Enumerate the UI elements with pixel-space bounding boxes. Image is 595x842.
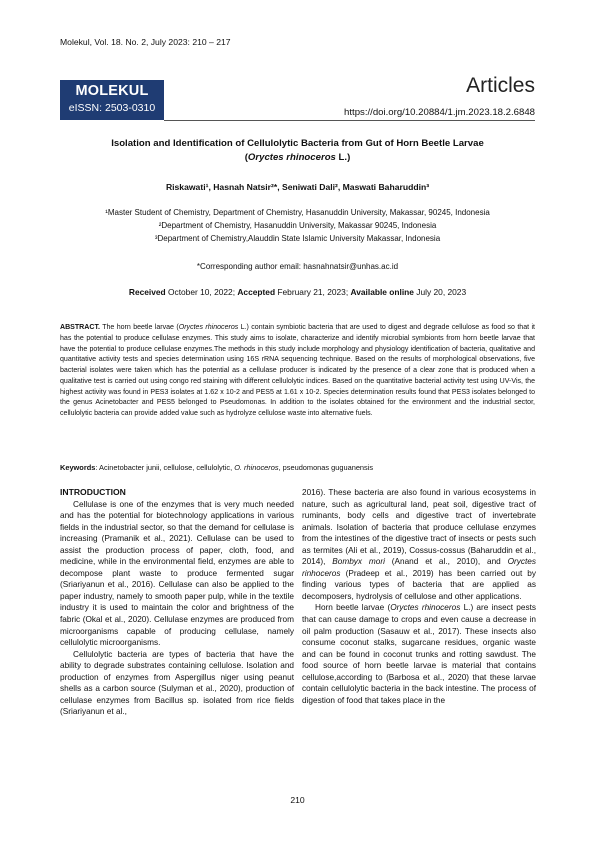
body-column-left: [60, 487, 294, 718]
header-divider: [164, 120, 535, 121]
received-date: October 10, 2022;: [165, 287, 238, 297]
body-paragraph: [302, 602, 536, 706]
keywords-text-1: : Acinetobacter junii, cellulose, cellulolytic,: [95, 463, 235, 472]
received-label: Received: [128, 287, 166, 297]
body-text: (Pradeep et al., 2019) has been carried out by finding various types of bacteria that are applied as decomposers, hydrolysis of cellulose and other applications.: [302, 568, 536, 601]
body-paragraph: [302, 487, 536, 602]
accepted-date: February 21, 2023;: [275, 287, 351, 297]
keywords-text-2: , pseudomonas guguanensis: [278, 463, 374, 472]
body-text: Horn beetle larvae (: [315, 603, 391, 613]
journal-name: MOLEKUL: [75, 83, 149, 99]
keywords-label: Keywords: [60, 463, 96, 472]
abstract-text-2: L.) contain symbiotic bacteria that are used to digest and degrade cellulose as food so that it has the potential to produce cellulase enzymes. This study aims to isolate, characterize and identify microbial symbionts from horn beetle larvae that have the potential to produce cellulase enzymes.The methods in this study include morphology and physiology identification of bacteria, qualitative and quantitative activity tests and species determination using 16S rRNA sequencing technique. Based on the results of morphological observations, five bacterial isolates were taken which has the potential as a cellulase producer is indicated by the presence of a clear zone that is produced when a qualitative test is carried out using congo red staining with different cellulolytic indices. Based on the quantitative bacterial activity test using UV-Vis, the highest activity was found in PES3 isolates at 1.62 x 10-2 and PES5 at 1.61 x 10-2. Species determination results found that PES3 isolates belonged to the genus Acinetobacter and PES5 belonged to Pseudomonas. In addition to the isolates obtained for the environment and the industrial sector, cellulolytic bacteria can provide added value such as hydrolyze cellulose waste into alternative fuels.: [60, 324, 535, 417]
article-title: [70, 137, 525, 165]
body-text: (Anand et al., 2010), and: [384, 557, 508, 567]
corresponding-email: *Corresponding author email: hasnahnatsir@unhas.ac.id: [196, 262, 399, 271]
journal-issn: eISSN: 2503-0310: [68, 102, 156, 114]
keywords-species: O. rhinoceros: [234, 463, 279, 472]
accepted-label: Accepted: [237, 287, 276, 297]
affiliation-2: ²Department of Chemistry, Hasanuddin University, Makassar 90245, Indonesia: [158, 221, 437, 230]
body-paragraph: Cellulolytic bacteria are types of bacteria that have the ability to degrade substrates containing cellulose. Isolation and production of enzymes from Aspergillus niger using peanut shells as a carbon source (Sulyman et al., 2020), production of cellulase enzymes from Bacillus sp. isolated from rice fields (Sriariyanun et al.,: [60, 649, 294, 717]
abstract-species: Oryctes rhinoceros: [178, 324, 239, 331]
title-line-2-suffix: L.): [335, 152, 351, 163]
introduction-heading: INTRODUCTION: [60, 487, 126, 497]
affiliation-3: ³Department of Chemistry,Alauddin State Islamic University Makassar, Indonesia: [154, 234, 441, 243]
body-text: L.) are insect pests that can cause damage to crops and even cause a decrease in oil palm production (Sasauw et al., 2017). These insects also consume coconut stalks, sugarcane residues, organic waste and can be found in coconut trunks and rotting sawdust. The food source of horn beetle larvae is material that contains cellulose,according to (Barbosa et al., 2020) that these larvae contain cellulolytic bacteria in the back intestine. The process of digestion of food that takes place in the: [302, 603, 536, 705]
body-column-right: [302, 487, 536, 706]
author-list: Riskawati¹, Hasnah Natsir²*, Seniwati Dali², Maswati Baharuddin³: [165, 182, 430, 192]
title-paren-open: (: [244, 152, 248, 163]
body-species: Oryctes rinhoceros: [302, 557, 537, 578]
title-line-2: [70, 151, 525, 165]
abstract: [60, 323, 535, 420]
online-date: July 20, 2023: [413, 287, 467, 297]
body-species: Bombyx mori: [332, 557, 385, 567]
body-paragraph: Cellulase is one of the enzymes that is very much needed and has the potential for biotechnology applications in various fields in the industrial sector, so that the demand for cellulase is increasing (Pramanik et al., 2021). Cellulase can be used to assist the production process of paper, cloth, food, and medicine, while in the environmental field, enzymes are able to decompose plant waste to produce fermented sugar (Sriariyanun et al., 2016). Cellulase can also be applied to the paper industry, namely to smooth paper pulp, while in the textile industry it is used to maintain the color and brightness of the fabric (Okal et al., 2020). Cellulase enzymes are produced from microorganisms capable of producing cellulase, namely cellulolytic microorganisms.: [60, 499, 294, 648]
journal-logo-box: [60, 80, 164, 120]
section-label: Articles: [466, 74, 535, 97]
doi-link[interactable]: https://doi.org/10.20884/1.jm.2023.18.2.6848: [344, 107, 535, 118]
running-head: Molekul, Vol. 18. No. 2, July 2023: 210 – 217: [60, 37, 231, 47]
affiliation-1: ¹Master Student of Chemistry, Department of Chemistry, Hasanuddin University, Makassar, 90245, Indonesia: [105, 208, 490, 217]
keywords: [60, 463, 535, 472]
online-label: Available online: [350, 287, 414, 297]
title-species: Oryctes rhinoceros: [247, 152, 336, 163]
page-number: 210: [290, 795, 305, 805]
body-species: Oryctes rhinoceros: [390, 603, 461, 613]
abstract-text-1: The horn beetle larvae (: [99, 324, 179, 331]
title-line-1: Isolation and Identification of Cellulolytic Bacteria from Gut of Horn Beetle Larvae: [111, 138, 484, 149]
body-text: 2016). These bacteria are also found in various ecosystems in nature, such as agricultural land, peat soil, digestive tract of ruminants, body cells and digestive tract of invertebrate animals. Isolation of bacteria that produce cellulase enzymes from the intestines of the digestive tract of insects or pests such as termites (Ali et al., 2019), Cossus-cossus (Baharuddin et al., 2014),: [302, 488, 536, 567]
article-dates: [60, 287, 535, 297]
abstract-label: ABSTRACT.: [60, 324, 100, 331]
